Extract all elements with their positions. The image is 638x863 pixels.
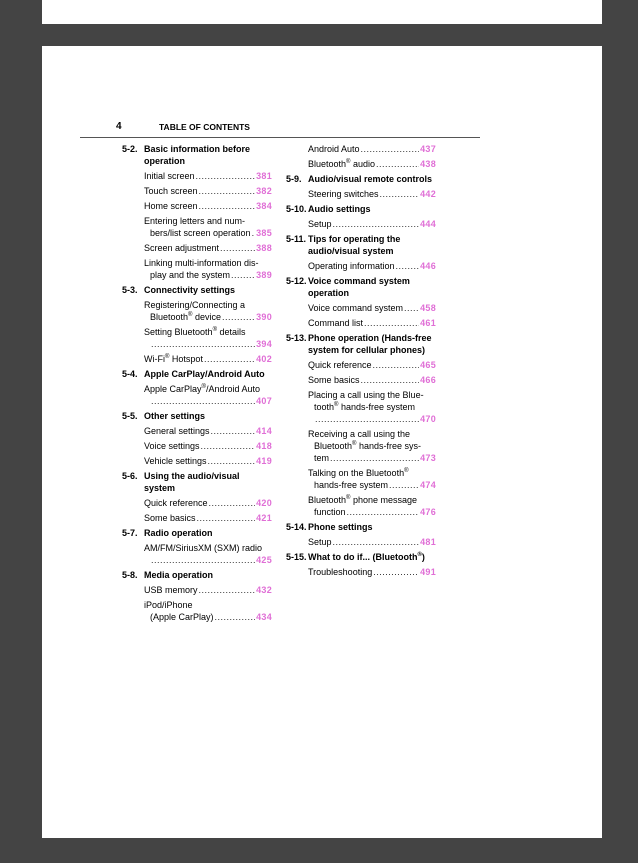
toc-page-link[interactable]: 418 xyxy=(256,441,272,451)
dot-leader xyxy=(347,506,420,518)
toc-entry-title: AM/FM/SiriusXM (SXM) radio xyxy=(144,543,263,553)
dot-leader xyxy=(215,611,256,623)
toc-entry-leader xyxy=(144,395,272,407)
toc-entry-title: Receiving a call using the Bluetooth® hands-free sys- xyxy=(308,429,421,451)
toc-page-link[interactable]: 402 xyxy=(256,354,272,364)
toc-section-number: 5-12. xyxy=(286,276,307,286)
toc-entry-leader xyxy=(308,359,436,371)
toc-entry[interactable] xyxy=(144,542,272,566)
toc-section-title: Audio settings xyxy=(308,204,371,214)
toc-entry[interactable] xyxy=(308,428,436,464)
toc-entry[interactable] xyxy=(144,455,272,467)
toc-entry-title: Bluetooth® phone message xyxy=(308,495,417,505)
toc-page-link[interactable]: 407 xyxy=(256,396,272,406)
toc-entry-title: Setting Bluetooth® details xyxy=(144,327,246,337)
toc-entry-title: USB memory xyxy=(144,585,198,595)
toc-entry[interactable] xyxy=(308,467,436,491)
toc-section-heading[interactable] xyxy=(286,233,436,257)
toc-page-link[interactable]: 442 xyxy=(420,189,436,199)
dot-leader xyxy=(330,452,419,464)
dot-leader xyxy=(151,554,255,566)
toc-entry-leader xyxy=(144,311,272,323)
toc-section-heading[interactable] xyxy=(286,332,436,356)
toc-entry[interactable] xyxy=(144,200,272,212)
dot-leader xyxy=(364,317,419,329)
toc-entry-leader xyxy=(144,611,272,623)
toc-entry-title: Talking on the Bluetooth® xyxy=(308,468,409,478)
toc-entry-leader xyxy=(308,536,436,548)
toc-entry[interactable] xyxy=(308,536,436,548)
toc-section-number: 5-14. xyxy=(286,522,307,532)
toc-section-title: Voice command system operation xyxy=(308,276,410,298)
toc-entry-leader xyxy=(144,269,272,281)
toc-entry-leader xyxy=(144,440,272,452)
toc-entry-leader xyxy=(144,242,272,254)
toc-section-number: 5-13. xyxy=(286,333,307,343)
toc-section-heading[interactable] xyxy=(122,470,272,494)
toc-page-link[interactable]: 390 xyxy=(256,312,272,322)
toc-section-heading[interactable] xyxy=(122,410,272,422)
toc-entry-leader xyxy=(144,497,272,509)
toc-section-number: 5-7. xyxy=(122,528,138,538)
toc-page-link[interactable]: 381 xyxy=(256,171,272,181)
toc-entry[interactable] xyxy=(144,257,272,281)
toc-entry-leader xyxy=(308,413,436,425)
toc-page-link[interactable]: 481 xyxy=(420,537,436,547)
dot-leader xyxy=(151,395,255,407)
toc-entry-title: Troubleshooting xyxy=(308,567,373,577)
toc-page-link[interactable]: 466 xyxy=(420,375,436,385)
toc-section-title: Using the audio/visual system xyxy=(144,471,240,493)
dot-leader xyxy=(252,227,256,239)
toc-entry[interactable] xyxy=(308,302,436,314)
dot-leader xyxy=(361,143,420,155)
dot-leader xyxy=(380,188,420,200)
toc-page-link[interactable]: 437 xyxy=(420,144,436,154)
toc-entry[interactable] xyxy=(144,425,272,437)
toc-entry-leader xyxy=(308,143,436,155)
toc-entry-title: Wi-Fi® Hotspot xyxy=(144,354,203,364)
toc-entry-leader xyxy=(308,374,436,386)
toc-entry[interactable] xyxy=(308,260,436,272)
toc-page-link[interactable]: 388 xyxy=(256,243,272,253)
previous-page-edge xyxy=(42,0,602,24)
toc-entry-title: Touch screen xyxy=(144,186,198,196)
toc-entry-title: Placing a call using the Blue- tooth® hands-free system xyxy=(308,390,424,412)
toc-entry-title: Operating information xyxy=(308,261,395,271)
toc-section-heading[interactable] xyxy=(122,569,272,581)
dot-leader xyxy=(204,353,255,365)
toc-entry[interactable] xyxy=(144,599,272,623)
toc-entry-title: Quick reference xyxy=(308,360,372,370)
toc-entry-leader xyxy=(144,185,272,197)
toc-section-heading[interactable] xyxy=(286,173,436,185)
dot-leader xyxy=(222,311,255,323)
toc-section-title: Audio/visual remote controls xyxy=(308,174,433,184)
dot-leader xyxy=(208,455,256,467)
toc-entry-title: Quick reference xyxy=(144,498,208,508)
toc-section-number: 5-11. xyxy=(286,234,307,244)
toc-entry-leader xyxy=(308,479,436,491)
toc-entry[interactable] xyxy=(308,143,436,155)
toc-entry-title: function xyxy=(314,507,346,517)
toc-entry[interactable] xyxy=(144,497,272,509)
toc-entry[interactable] xyxy=(308,188,436,200)
toc-entry-title: Some basics xyxy=(308,375,360,385)
toc-section-heading[interactable] xyxy=(122,143,272,167)
toc-entry[interactable] xyxy=(308,317,436,329)
toc-entry-leader xyxy=(144,170,272,182)
dot-leader xyxy=(199,185,256,197)
dot-leader xyxy=(220,242,255,254)
toc-entry[interactable] xyxy=(144,215,272,239)
toc-section-number: 5-10. xyxy=(286,204,307,214)
dot-leader xyxy=(376,158,419,170)
toc-entry[interactable] xyxy=(144,242,272,254)
toc-entry-leader xyxy=(144,200,272,212)
toc-page-link[interactable]: 446 xyxy=(420,261,436,271)
toc-entry-title: Apple CarPlay®/Android Auto xyxy=(144,384,260,394)
toc-entry-leader xyxy=(144,455,272,467)
toc-entry-title: play and the system xyxy=(150,270,231,280)
toc-entry-leader xyxy=(308,506,436,518)
toc-entry-leader xyxy=(144,554,272,566)
toc-section-number: 5-5. xyxy=(122,411,138,421)
dot-leader xyxy=(209,497,256,509)
toc-entry[interactable] xyxy=(144,299,272,323)
toc-entry-leader xyxy=(308,302,436,314)
toc-entry-title: Bluetooth® device xyxy=(150,312,221,322)
dot-leader xyxy=(199,200,256,212)
toc-page-link[interactable]: 414 xyxy=(256,426,272,436)
toc-entry-title: Steering switches xyxy=(308,189,379,199)
toc-entry-title: iPod/iPhone xyxy=(144,600,193,610)
toc-entry-leader xyxy=(308,260,436,272)
page-title: TABLE OF CONTENTS xyxy=(159,122,250,132)
toc-page-link[interactable]: 382 xyxy=(256,186,272,196)
toc-entry-leader xyxy=(144,512,272,524)
toc-page-link[interactable]: 476 xyxy=(420,507,436,517)
toc-section-heading[interactable] xyxy=(286,551,436,563)
dot-leader xyxy=(201,440,256,452)
toc-entry-title: General settings xyxy=(144,426,210,436)
toc-entry[interactable] xyxy=(144,326,272,350)
toc-right-column xyxy=(286,140,436,578)
dot-leader xyxy=(199,584,256,596)
toc-entry-title: Vehicle settings xyxy=(144,456,207,466)
toc-section-title: Other settings xyxy=(144,411,206,421)
toc-page-link[interactable]: 420 xyxy=(256,498,272,508)
toc-entry-title: Setup xyxy=(308,219,332,229)
page-header xyxy=(80,121,480,138)
toc-entry[interactable] xyxy=(308,158,436,170)
toc-entry[interactable] xyxy=(308,566,436,578)
toc-section-heading[interactable] xyxy=(286,203,436,215)
dot-leader xyxy=(404,302,419,314)
toc-entry-title: Linking multi-information dis- xyxy=(144,258,259,268)
toc-page-link[interactable]: 385 xyxy=(256,228,272,238)
dot-leader xyxy=(396,260,420,272)
toc-entry[interactable] xyxy=(144,383,272,407)
toc-entry-title: Screen adjustment xyxy=(144,243,220,253)
toc-section-heading[interactable] xyxy=(286,275,436,299)
toc-entry-leader xyxy=(308,188,436,200)
toc-entry-leader xyxy=(308,317,436,329)
toc-entry-title: tem xyxy=(314,453,330,463)
dot-leader xyxy=(333,536,420,548)
dot-leader xyxy=(333,218,420,230)
toc-section-number: 5-2. xyxy=(122,144,138,154)
dot-leader xyxy=(373,359,420,371)
toc-entry[interactable] xyxy=(308,494,436,518)
toc-section-title: Phone operation (Hands-free system for cellular phones) xyxy=(308,333,432,355)
dot-leader xyxy=(315,413,419,425)
toc-page-link[interactable]: 458 xyxy=(420,303,436,313)
dot-leader xyxy=(151,338,255,350)
toc-entry-title: Home screen xyxy=(144,201,198,211)
toc-entry-title: Registering/Connecting a xyxy=(144,300,246,310)
toc-page-link[interactable]: 384 xyxy=(256,201,272,211)
toc-entry-title: Android Auto xyxy=(308,144,360,154)
toc-left-column xyxy=(122,140,272,623)
toc-entry-leader xyxy=(308,452,436,464)
toc-section-number: 5-4. xyxy=(122,369,138,379)
toc-entry[interactable] xyxy=(144,440,272,452)
toc-page-link[interactable]: 419 xyxy=(256,456,272,466)
toc-entry[interactable] xyxy=(308,218,436,230)
toc-entry-leader xyxy=(144,353,272,365)
toc-entry-leader xyxy=(144,227,272,239)
toc-page-link[interactable]: 421 xyxy=(256,513,272,523)
toc-page-link[interactable]: 432 xyxy=(256,585,272,595)
toc-section-title: What to do if... (Bluetooth®) xyxy=(308,552,425,562)
toc-page-link[interactable]: 470 xyxy=(420,414,436,424)
toc-page-link[interactable]: 461 xyxy=(420,318,436,328)
toc-section-title: Phone settings xyxy=(308,522,373,532)
toc-entry-title: bers/list screen operation xyxy=(150,228,251,238)
page-number: 4 xyxy=(116,121,122,132)
toc-page-link[interactable]: 473 xyxy=(420,453,436,463)
toc-section-heading[interactable] xyxy=(122,284,272,296)
toc-page-link[interactable]: 474 xyxy=(420,480,436,490)
dot-leader xyxy=(211,425,256,437)
toc-entry-title: Entering letters and num- xyxy=(144,216,246,226)
toc-entry-leader xyxy=(144,338,272,350)
toc-page-link[interactable]: 389 xyxy=(256,270,272,280)
toc-section-title: Basic information before operation xyxy=(144,144,251,166)
toc-section-number: 5-9. xyxy=(286,174,302,184)
toc-entry[interactable] xyxy=(144,185,272,197)
toc-page-link[interactable]: 491 xyxy=(420,567,436,577)
toc-entry-leader xyxy=(144,425,272,437)
dot-leader xyxy=(231,269,255,281)
toc-section-title: Radio operation xyxy=(144,528,213,538)
toc-page-link[interactable]: 425 xyxy=(256,555,272,565)
toc-entry-leader xyxy=(308,218,436,230)
toc-page-link[interactable]: 394 xyxy=(256,339,272,349)
toc-entry[interactable] xyxy=(308,374,436,386)
dot-leader xyxy=(197,512,256,524)
toc-section-number: 5-3. xyxy=(122,285,138,295)
toc-section-title: Connectivity settings xyxy=(144,285,236,295)
toc-entry-title: hands-free system xyxy=(314,480,389,490)
toc-section-heading[interactable] xyxy=(122,527,272,539)
dot-leader xyxy=(196,170,256,182)
toc-entry[interactable] xyxy=(144,584,272,596)
toc-section-number: 5-8. xyxy=(122,570,138,580)
toc-entry-title: Voice settings xyxy=(144,441,200,451)
toc-section-title: Tips for operating the audio/visual system xyxy=(308,234,401,256)
dot-leader xyxy=(373,566,419,578)
toc-entry-title: Setup xyxy=(308,537,332,547)
toc-page-link[interactable]: 444 xyxy=(420,219,436,229)
toc-section-number: 5-6. xyxy=(122,471,138,481)
toc-entry-leader xyxy=(308,158,436,170)
toc-entry[interactable] xyxy=(144,353,272,365)
toc-section-heading[interactable] xyxy=(286,521,436,533)
toc-entry-title: Bluetooth® audio xyxy=(308,159,375,169)
toc-entry-title: Initial screen xyxy=(144,171,195,181)
dot-leader xyxy=(361,374,420,386)
toc-entry[interactable] xyxy=(308,359,436,371)
toc-entry-title: (Apple CarPlay) xyxy=(150,612,214,622)
toc-entry-leader xyxy=(308,566,436,578)
toc-entry[interactable] xyxy=(144,512,272,524)
toc-section-heading[interactable] xyxy=(122,368,272,380)
toc-entry-title: Some basics xyxy=(144,513,196,523)
toc-entry-title: Voice command system xyxy=(308,303,404,313)
toc-entry-leader xyxy=(144,584,272,596)
toc-page-link[interactable]: 438 xyxy=(420,159,436,169)
toc-section-title: Apple CarPlay/Android Auto xyxy=(144,369,265,379)
toc-entry[interactable] xyxy=(144,170,272,182)
toc-page-link[interactable]: 465 xyxy=(420,360,436,370)
toc-section-title: Media operation xyxy=(144,570,214,580)
dot-leader xyxy=(389,479,419,491)
toc-section-number: 5-15. xyxy=(286,552,307,562)
toc-entry[interactable] xyxy=(308,389,436,425)
toc-page-link[interactable]: 434 xyxy=(256,612,272,622)
toc-entry-title: Command list xyxy=(308,318,364,328)
